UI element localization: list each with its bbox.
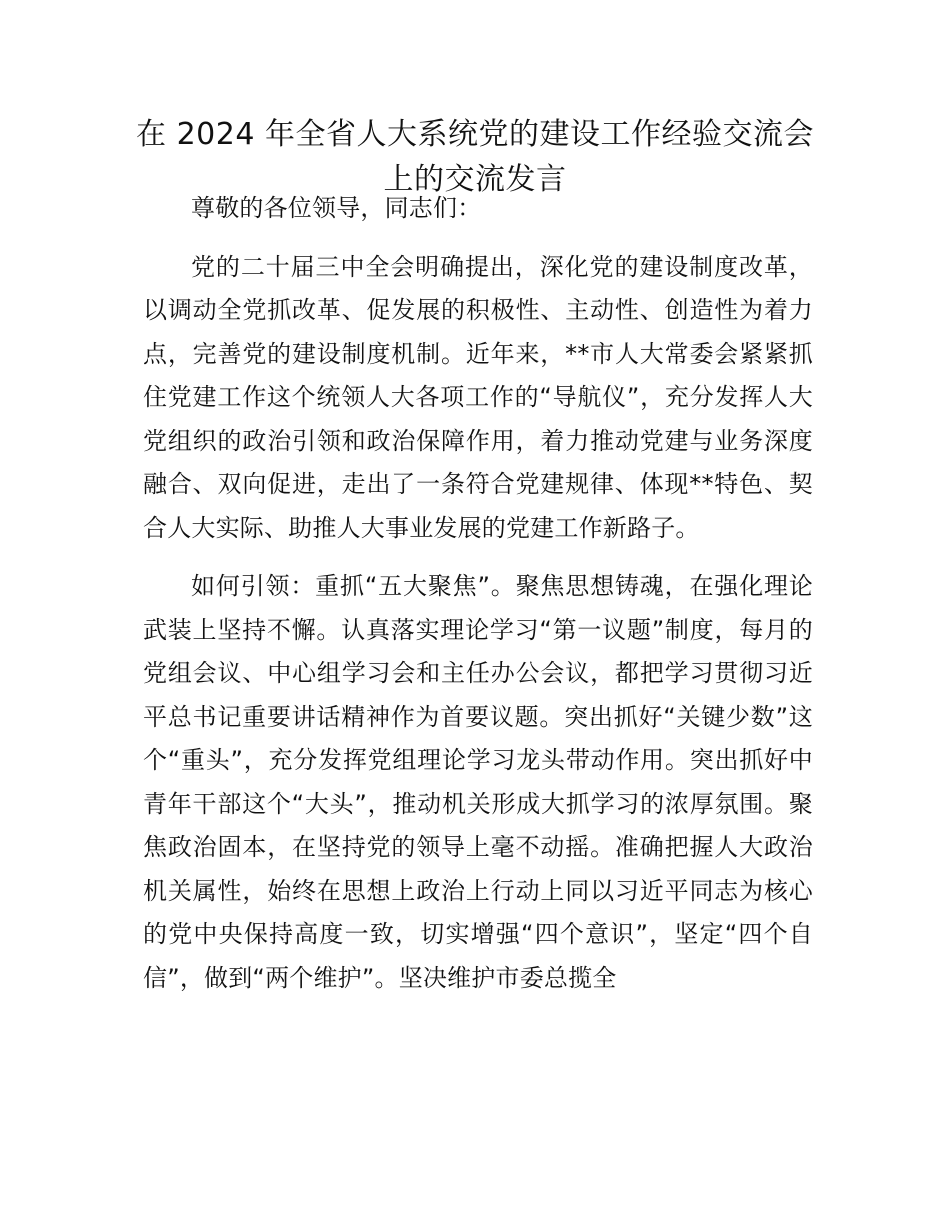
salutation: 尊敬的各位领导，同志们：: [191, 194, 482, 222]
paragraph-leadership: 如何引领：重抓“五大聚焦”。聚焦思想铸魂，在强化理论武装上坚持不懈。认真落实理论学习“第一议题”制度，每月的党组会议、中心组学习会和主任办公会议，都把学习贯彻习近平总书记重要讲话精神作为首要议题。突出抓好“关键少数”这个“重头”，充分发挥党组理论学习龙头带动作用。突出抓好中青年干部这个“大头”，推动机关形成大抓学习的浓厚氛围。聚焦政治固本，在坚持党的领导上毫不动摇。准确把握人大政治机关属性，始终在思想上政治上行动上同以习近平同志为核心的党中央保持高度一致，切实增强“四个意识”，坚定“四个自信”，做到“两个维护”。坚决维护市委总揽全: [143, 572, 813, 992]
paragraph-intro: 党的二十届三中全会明确提出，深化党的建设制度改革，以调动全党抓改革、促发展的积极性、主动性、创造性为着力点，完善党的建设制度机制。近年来，**市人大常委会紧紧抓住党建工作这个统领人大各项工作的“导航仪”，充分发挥人大党组织的政治引领和政治保障作用，着力推动党建与业务深度融合、双向促进，走出了一条符合党建规律、体现**特色、契合人大实际、助推人大事业发展的党建工作新路子。: [143, 252, 813, 542]
document-title: 在 2024 年全省人大系统党的建设工作经验交流会上的交流发言: [136, 117, 814, 197]
document-body: [143, 187, 813, 1015]
